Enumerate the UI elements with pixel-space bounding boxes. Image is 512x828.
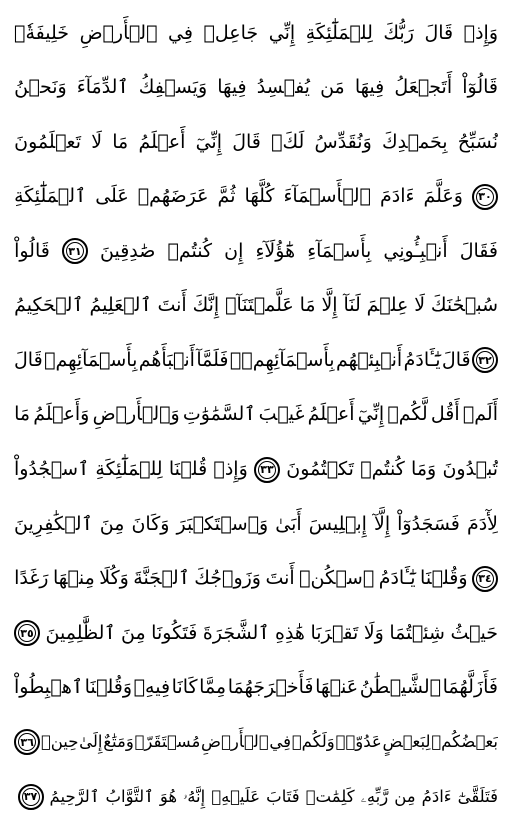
word: مِن: [394, 786, 416, 806]
word: مِمَّا: [199, 676, 227, 699]
word: كُنتُمۡ: [360, 458, 405, 480]
word: فِي: [168, 21, 193, 44]
word: لِلۡمَلَٰٓئِكَةِ: [95, 458, 163, 480]
word: إِنِّيٓ: [357, 403, 385, 426]
word: قَالَ: [424, 21, 454, 44]
word: قَالَ: [441, 348, 471, 371]
word: ٱلۡأَرۡضِ: [79, 21, 158, 44]
word: إِلَّآ: [373, 512, 391, 535]
word: تَقۡرَبَا: [310, 621, 359, 644]
word: أَنۢبَأَهُم: [138, 348, 195, 371]
word: عَنۡهَا: [315, 676, 359, 699]
text-line: [14, 499, 498, 549]
word: رَّبِّهِۦ: [360, 786, 389, 806]
word: فِيهِۖ: [133, 676, 171, 699]
word: قَالُوٓاْ: [462, 76, 498, 99]
ayah-number: ٣٥: [20, 626, 34, 640]
word: قُلۡنَا: [168, 458, 208, 480]
word: حَيۡثُ: [450, 621, 498, 644]
word: ٱسۡجُدُواْ: [14, 458, 90, 480]
word: إِنَّكَ: [192, 294, 220, 317]
word: ٱلۡأَسۡمَآءَ: [283, 185, 371, 208]
word: نُسَبِّحُ: [457, 130, 498, 153]
word: مُسۡتَقَرّٞ: [134, 732, 201, 752]
word: أَعۡلَمُ: [307, 403, 355, 426]
word: فَسَجَدُوٓاْ: [397, 512, 460, 535]
word: أَنتَ: [157, 294, 187, 317]
word: عَلَّمۡتَنَآۖ: [225, 294, 294, 317]
word: بِأَسۡمَآئِهِمۡۖ: [229, 348, 335, 371]
word: جَاعِلٞ: [203, 21, 259, 44]
ayah-number: ٣٠: [478, 190, 492, 204]
word: ٱلۡأَرۡضِ: [201, 732, 269, 752]
word: ٱلشَّيۡطَٰنُ: [359, 676, 442, 699]
word: ٱهۡبِطُواْ: [14, 676, 83, 699]
word: لَّكُمۡ: [387, 403, 428, 426]
word: عَلَيۡهِۚ: [211, 786, 261, 806]
word: كَلِمَٰتٖ: [305, 786, 355, 806]
word: ءَادَمَ: [379, 185, 415, 208]
ayah-number: ٣٧: [23, 790, 38, 804]
word: حِينٖ: [40, 732, 79, 752]
word: وَمَا: [411, 458, 437, 480]
word: إِبۡلِيسَ: [308, 512, 367, 535]
word: وَلَا: [363, 621, 384, 644]
word: مِنۡهَا: [52, 567, 95, 590]
word: أَنتَ: [265, 567, 295, 590]
word: فَتَكُونَا: [151, 621, 198, 644]
word: وَٱلۡأَرۡضِ: [92, 403, 180, 426]
word: وَكُلَا: [99, 567, 129, 590]
word: مَا: [299, 294, 316, 317]
word: إِنِّيٓ: [195, 130, 222, 153]
word: مَا: [14, 403, 31, 426]
word: وَنُقَدِّسُ: [314, 130, 372, 153]
word: وَإِذۡ: [213, 458, 248, 480]
word: مِنَ: [99, 512, 125, 535]
word: فِيهَا: [354, 76, 385, 99]
word: يَٰٓـَٔادَمُ: [403, 348, 441, 371]
word: عَلَى: [95, 185, 129, 208]
word: وَعَلَّمَ: [423, 185, 463, 208]
word: ٱلرَّحِيمُ: [49, 786, 100, 806]
text-line: [14, 172, 498, 222]
word: لِلۡمَلَٰٓئِكَةِ: [305, 21, 373, 44]
word: وَيَسۡفِكُ: [138, 76, 208, 99]
word: وَإِذۡ: [463, 21, 498, 44]
text-line: [14, 717, 498, 767]
word: غَيۡبَ: [258, 403, 305, 426]
word: رَبُّكَ: [383, 21, 414, 44]
text-line: [14, 390, 498, 440]
word: هَٰذِهِ: [274, 621, 305, 644]
ayah-number-marker: [254, 457, 280, 483]
word: ٱسۡكُنۡ: [299, 567, 375, 590]
word: رَغَدًا: [14, 567, 49, 590]
word: وَقُلۡنَا: [84, 676, 133, 699]
word: فِي: [269, 732, 292, 752]
word: إِلَّا: [321, 294, 338, 317]
text-line: [14, 63, 498, 113]
word: أَنۢبِـُٔونِي: [383, 239, 448, 262]
word: ٱلتَّوَّابُ: [105, 786, 154, 806]
word: فَأَزَلَّهُمَا: [442, 676, 498, 699]
text-line: [14, 335, 498, 385]
word: صَٰدِقِينَ: [100, 239, 156, 262]
word: لَنَآ: [343, 294, 361, 317]
word: إِلَىٰ: [79, 732, 103, 752]
word: كَانَا: [171, 676, 198, 699]
word: ٱلدِّمَآءَ: [76, 76, 129, 99]
word: فَتَلَقَّىٰٓ: [457, 786, 498, 806]
word: هَٰٓؤُلَآءِ: [255, 239, 296, 262]
word: ٱلسَّمَٰوَٰتِ: [182, 403, 256, 426]
word: عَرَضَهُمۡ: [137, 185, 209, 208]
word: كُنتُمۡ: [167, 239, 213, 262]
word: بِأَسۡمَآءِ: [307, 239, 372, 262]
word: مَن: [320, 76, 345, 99]
word: فَأَخۡرَجَهُمَا: [227, 676, 314, 699]
word: ٱلۡحَكِيمُ: [14, 294, 84, 317]
word: ٱلظَّٰلِمِينَ: [45, 621, 116, 644]
ayah-number: ٣١: [68, 244, 82, 258]
word: لَا: [414, 294, 426, 317]
word: وَزَوۡجُكَ: [194, 567, 261, 590]
ayah-number-marker: [14, 620, 40, 646]
word: فِيهَا: [217, 76, 247, 99]
word: ٱلۡعَلِيمُ: [89, 294, 152, 317]
word: إِنَّهُۥ: [183, 786, 206, 806]
text-line: [14, 281, 498, 331]
word: إِن: [224, 239, 244, 262]
word: بِحَمۡدِكَ: [381, 130, 448, 153]
word: أَنۢبِئۡهُم: [335, 348, 403, 371]
word: لَكَۖ: [271, 130, 305, 153]
word: هُوَ: [159, 786, 178, 806]
word: كُلَّهَا: [244, 185, 275, 208]
word: يُفۡسِدُ: [256, 76, 310, 99]
word: بِأَسۡمَآئِهِمۡ: [44, 348, 138, 371]
word: مِنَ: [121, 621, 146, 644]
word: قَالَ: [232, 130, 261, 153]
word: تَعۡلَمُونَ: [14, 130, 82, 153]
text-line: [14, 226, 498, 276]
word: ٱلۡجَنَّةَ: [133, 567, 190, 590]
text-line: [14, 608, 498, 658]
word: سُبۡحَٰنَكَ: [430, 294, 498, 317]
word: لَا: [91, 130, 103, 153]
word: فَتَابَ: [266, 786, 300, 806]
ayah-number: ٣٦: [20, 735, 34, 749]
ayah-number-marker: [472, 566, 498, 592]
word: وَكَانَ: [131, 512, 170, 535]
word: يَٰٓـَٔادَمُ: [378, 567, 416, 590]
word: ٱلۡكَٰفِرِينَ: [14, 512, 93, 535]
word: خَلِيفَةٗۖ: [14, 21, 70, 44]
word: وَٱسۡتَكۡبَرَ: [176, 512, 269, 535]
text-line: [14, 554, 498, 604]
word: أَلَمۡ: [462, 403, 498, 426]
word: أَبَىٰ: [275, 512, 302, 535]
ayah-number-marker: [14, 729, 40, 755]
word: وَأَعۡلَمُ: [33, 403, 90, 426]
word: أَتَجۡعَلُ: [394, 76, 453, 99]
word: قَالُواْ: [14, 239, 50, 262]
word: قَالَ: [14, 348, 43, 371]
word: تُبۡدُونَ: [442, 458, 498, 480]
word: شِئۡتُمَا: [389, 621, 445, 644]
word: أَقُل: [430, 403, 460, 426]
text-line: [14, 772, 498, 822]
word: ءَادَمُ: [421, 786, 452, 806]
word: إِنِّي: [268, 21, 296, 44]
word: بَعۡضُكُمۡ: [431, 732, 498, 752]
ayah-number-marker: [472, 184, 498, 210]
word: تَكۡتُمُونَ: [286, 458, 354, 480]
word: ثُمَّ: [217, 185, 236, 208]
word: وَلَكُمۡ: [291, 732, 335, 752]
word: لِأٓدَمَ: [466, 512, 498, 535]
word: ٱلۡمَلَٰٓئِكَةِ: [14, 185, 87, 208]
text-line: [14, 445, 498, 495]
word: أَعۡلَمُ: [138, 130, 186, 153]
word: فَلَمَّآ: [196, 348, 229, 371]
text-line: [14, 663, 498, 713]
ayah-number: ٣٣: [260, 463, 274, 476]
word: عَدُوّٞۖ: [335, 732, 382, 752]
word: ٱلشَّجَرَةَ: [202, 621, 270, 644]
word: وَقُلۡنَا: [420, 567, 468, 590]
text-line: [14, 8, 498, 58]
ayah-number-marker: [18, 784, 44, 810]
word: مَا: [112, 130, 129, 153]
text-line: [14, 117, 498, 167]
word: وَنَحۡنُ: [14, 76, 67, 99]
word: وَمَتَٰعٌ: [103, 732, 134, 752]
ayah-number: ٣٤: [478, 572, 492, 586]
ayah-number-marker: [472, 347, 498, 373]
word: لِبَعۡضٍ: [382, 732, 431, 752]
ayah-number-marker: [62, 238, 88, 264]
word: عِلۡمَ: [366, 294, 409, 317]
ayah-number: ٣٢: [478, 353, 492, 367]
word: فَقَالَ: [459, 239, 498, 262]
